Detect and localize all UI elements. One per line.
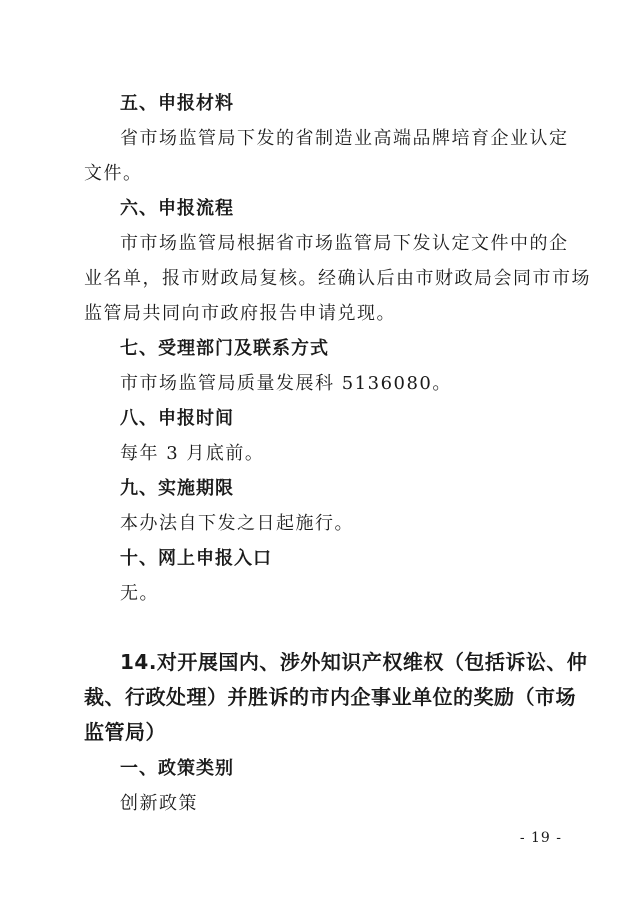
item-14-title-line-1: 14.对开展国内、涉外知识产权维权（包括诉讼、仲 (120, 650, 588, 674)
section-7-heading: 七、受理部门及联系方式 (120, 338, 329, 359)
item-14-title-line-3: 监管局） (84, 720, 166, 744)
section-8-heading: 八、申报时间 (120, 408, 234, 429)
section-6-body-line-3: 监管局共同向市政府报告申请兑现。 (84, 303, 396, 324)
section-5-body-line-1: 省市场监管局下发的省制造业高端品牌培育企业认定 (120, 128, 569, 149)
page-number: - 19 - (519, 830, 562, 846)
section-9-body: 本办法自下发之日起施行。 (120, 513, 354, 534)
item-14-section-1-heading: 一、政策类别 (120, 758, 234, 779)
section-6-body-line-2: 业名单，报市财政局复核。经确认后由市财政局会同市市场 (84, 268, 591, 289)
section-5-heading: 五、申报材料 (120, 93, 234, 114)
section-9-heading: 九、实施期限 (120, 478, 234, 499)
section-6-body-line-1: 市市场监管局根据省市场监管局下发认定文件中的企 (120, 233, 569, 254)
item-14-title-line-2: 裁、行政处理）并胜诉的市内企事业单位的奖励（市场 (84, 685, 576, 709)
section-7-body: 市市场监管局质量发展科 5136080。 (120, 373, 452, 394)
section-6-heading: 六、申报流程 (120, 198, 234, 219)
section-10-heading: 十、网上申报入口 (120, 548, 272, 569)
section-8-body: 每年 3 月底前。 (120, 443, 265, 464)
item-14-section-1-body: 创新政策 (120, 793, 198, 814)
section-10-body: 无。 (120, 583, 159, 604)
section-5-body-line-2: 文件。 (84, 163, 143, 184)
